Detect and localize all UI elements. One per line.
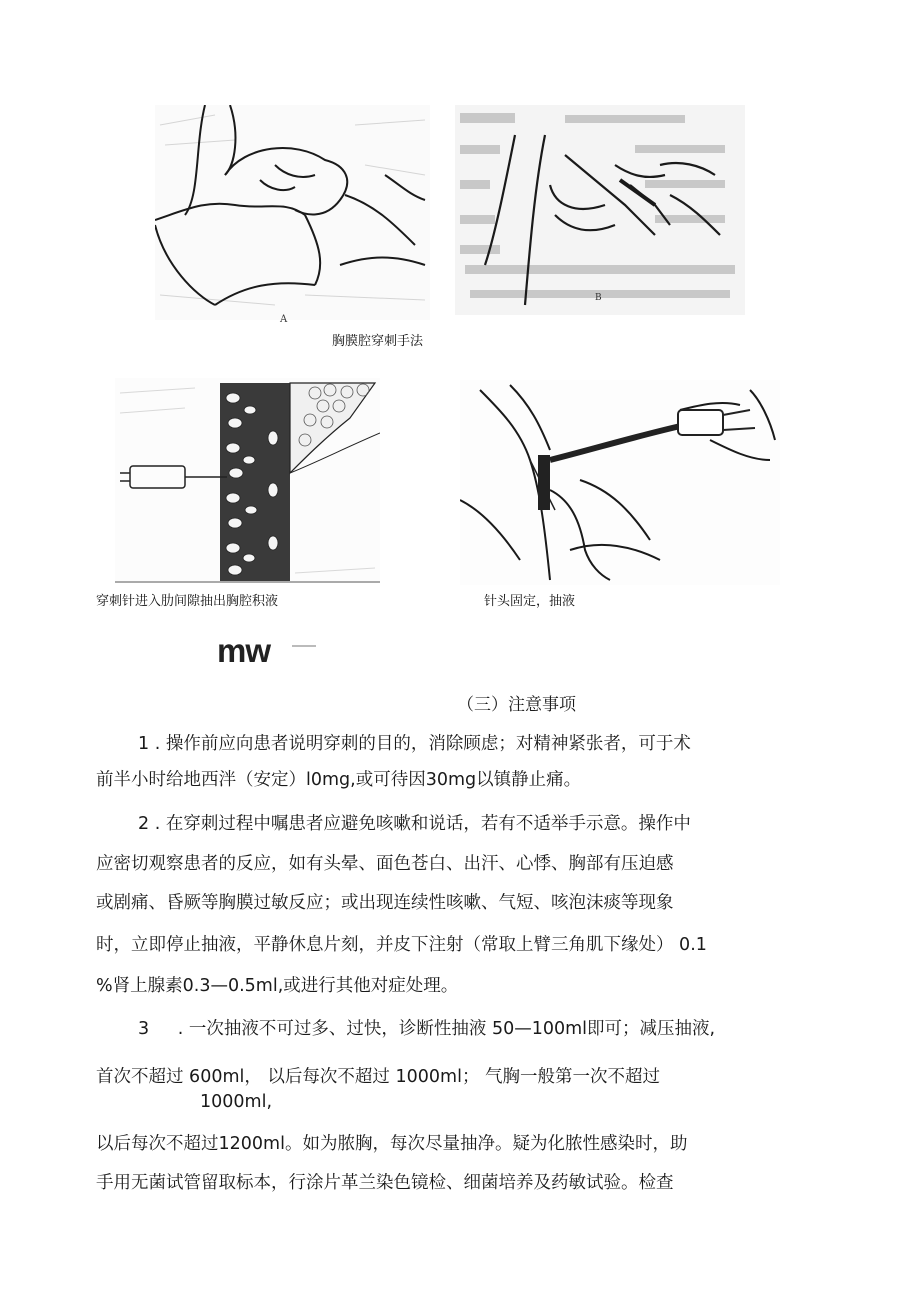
paragraph-line: 1000ml, (200, 1092, 273, 1112)
paragraph-line: 前半小时给地西泮（安定）l0mg,或可待因30mg以镇静止痛。 (96, 770, 582, 790)
paragraph-line: 以后每次不超过1200ml。如为脓胸，每次尽量抽净。疑为化脓性感染时，助 (96, 1134, 688, 1154)
paragraph-line: 时，立即停止抽液，平静休息片刻，并皮下注射（常取上臂三角肌下缘处） 0.1 (96, 935, 707, 955)
paragraph-line: 首次不超过 600ml， 以后每次不超过 1000ml； 气胸一般第一次不超过 (96, 1067, 661, 1087)
paragraph-line: %肾上腺素0.3—0.5ml,或进行其他对症处理。 (96, 976, 459, 996)
figure-b-needle-insertion (455, 105, 745, 320)
paragraph-line: 手用无菌试管留取标本，行涂片革兰染色镜检、细菌培养及药敏试验。检查 (96, 1173, 674, 1193)
paragraph-line: 1 . 操作前应向患者说明穿刺的目的，消除顾虑；对精神紧张者，可于术 (138, 734, 691, 754)
figure-c-intercostal-section (115, 378, 380, 586)
paragraph-line: 应密切观察患者的反应，如有头晕、面色苍白、出汗、心悸、胸部有压迫感 (96, 854, 674, 874)
figure-d-needle-fixed (460, 380, 780, 585)
section-heading: （三）注意事项 (457, 695, 576, 715)
paragraph-line: 3 . 一次抽液不可过多、过快，诊断性抽液 50—100ml即可；减压抽液, (138, 1019, 716, 1039)
figure-bottom-right-caption: 针头固定，抽液 (484, 594, 576, 609)
figure-bottom-left-caption: 穿刺针进入肋间隙抽出胸腔积液 (96, 594, 279, 609)
figure-a-label: A (280, 314, 288, 325)
paragraph-line: 或剧痛、昏厥等胸膜过敏反应；或出现连续性咳嗽、气短、咳泡沫痰等现象 (96, 893, 674, 913)
figure-top-caption: 胸膜腔穿刺手法 (332, 334, 424, 349)
figure-a-hand-technique (155, 105, 430, 325)
paragraph-line: 2 . 在穿刺过程中嘱患者应避免咳嗽和说话，若有不适举手示意。操作中 (138, 814, 691, 834)
watermark-logo: mw (217, 632, 271, 669)
logo-dash (292, 645, 316, 647)
figure-b-label: B (595, 293, 602, 303)
